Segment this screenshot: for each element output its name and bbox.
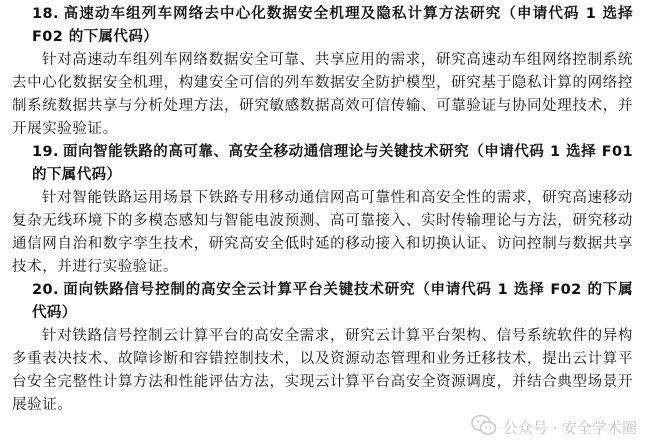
section-title: 高速动车组列车网络去中心化数据安全机理及隐私计算方法研究（申请代码 1 选择 F02 的下属代码） bbox=[32, 6, 633, 45]
watermark-text: 公众号 · 安全学术圈 bbox=[502, 418, 637, 437]
section-heading bbox=[12, 279, 633, 325]
section-heading bbox=[12, 141, 633, 187]
section-title: 面向智能铁路的高可靠、高安全移动通信理论与关键技术研究（申请代码 1 选择 F01 的下属代码） bbox=[32, 144, 633, 183]
section-20 bbox=[12, 279, 633, 417]
section-body: 针对高速动车组列车网络数据安全可靠、共享应用的需求，研究高速动车组网络控制系统去中心化数据安全机理，构建安全可信的列车数据安全防护模型，研究基于隐私计算的网络控制系统数据共享与分析处理方法，研究敏感数据高效可信传输、可靠验证与协同处理技术，并开展实验验证。 bbox=[12, 52, 633, 137]
section-title: 面向铁路信号控制的高安全云计算平台关键技术研究（申请代码 1 选择 F02 的下属代码） bbox=[32, 282, 633, 321]
section-19 bbox=[12, 141, 633, 279]
section-heading bbox=[12, 3, 633, 49]
section-body: 针对铁路信号控制云计算平台的高安全需求，研究云计算平台架构、信号系统软件的异构多重表决技术、故障诊断和容错控制技术，以及资源动态管理和业务迁移技术，提出云计算平台安全完整性计算方法和性能评估方法，实现云计算平台高安全资源调度，并结合典型场景开展验证。 bbox=[12, 328, 633, 413]
section-number: 18. bbox=[32, 6, 59, 22]
section-body: 针对智能铁路运用场景下铁路专用移动通信网高可靠性和高安全性的需求，研究高速移动复杂无线环境下的多模态感知与智能电波预测、高可靠接入、实时传输理论与方法，研究移动通信网自治和数字孪生技术，研究高安全低时延的移动接入和切换认证、访问控制与数据共享技术，并进行实验验证。 bbox=[12, 190, 633, 275]
section-number: 20. bbox=[32, 282, 59, 298]
section-18 bbox=[12, 3, 633, 141]
section-number: 19. bbox=[32, 144, 59, 160]
